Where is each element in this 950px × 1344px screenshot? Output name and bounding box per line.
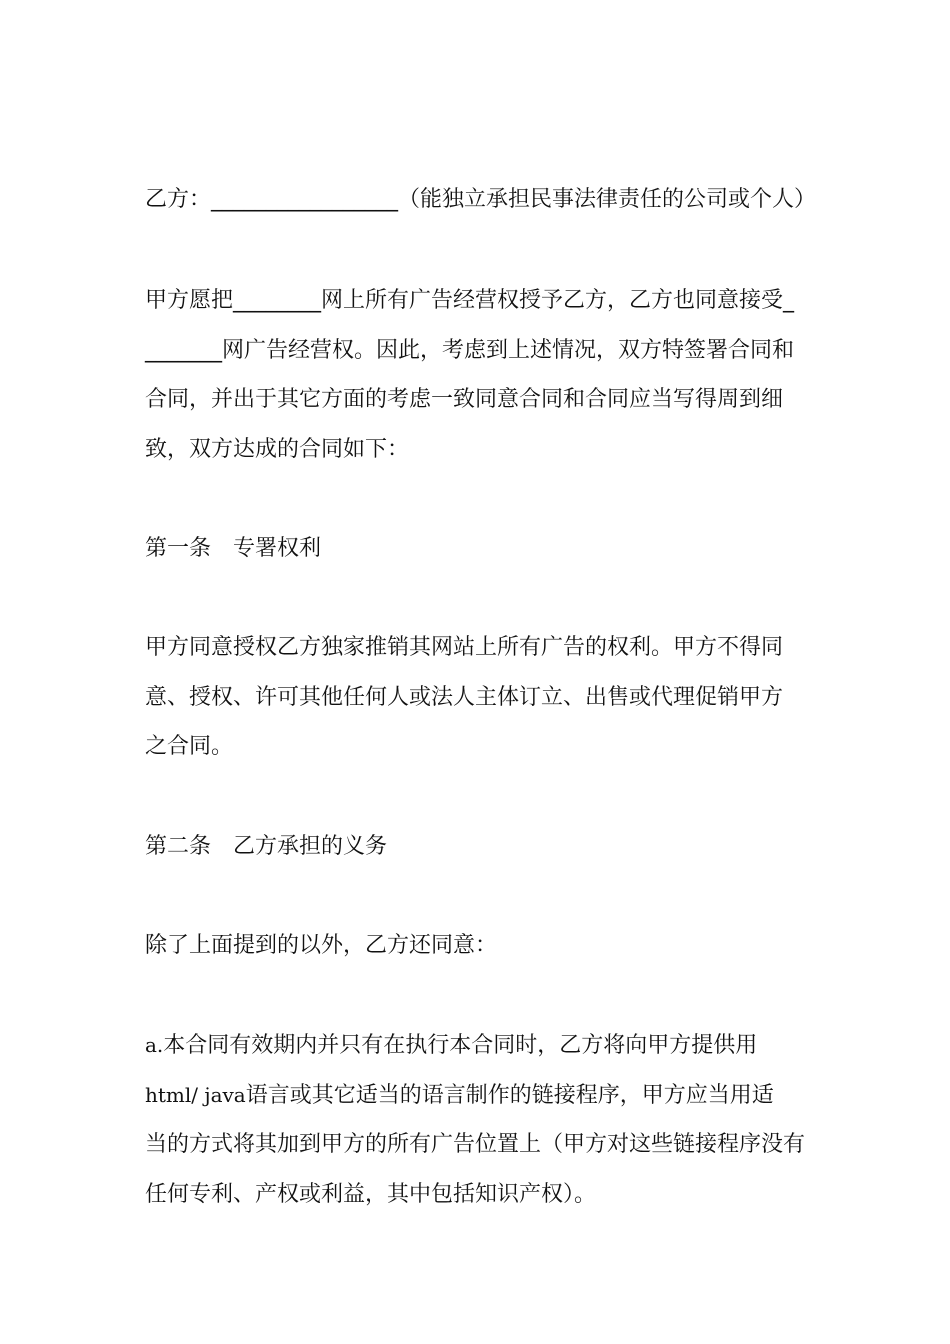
intro-paragraph <box>145 276 810 474</box>
article-1-heading <box>145 524 810 574</box>
item-a-line-2 <box>145 1071 810 1121</box>
article-2-intro-text: 除了上面提到的以外，乙方还同意： <box>145 933 498 958</box>
item-a-prefix: a. <box>145 1033 164 1057</box>
intro-line-1: 甲方愿把________网上所有广告经营权授予乙方，乙方也同意接受_ <box>145 288 795 313</box>
article-1-line-2: 意、授权、许可其他任何人或法人主体订立、出售或代理促销甲方 <box>145 684 784 710</box>
article-1-line-1: 甲方同意授权乙方独家推销其网站上所有广告的权利。甲方不得同 <box>145 635 784 660</box>
article-1-line-3: 之合同。 <box>145 734 234 759</box>
party-b-text: 乙方：_________________（能独立承担民事法律责任的公司或个人） <box>145 187 817 212</box>
intro-line-3: 合同，并出于其它方面的考虑一致同意合同和合同应当写得周到细 <box>145 387 784 412</box>
intro-line-4: 致，双方达成的合同如下： <box>145 436 410 462</box>
item-a-code: html/ java <box>145 1082 246 1107</box>
article-2-title: 第二条 乙方承担的义务 <box>145 834 388 859</box>
article-1-title: 第一条 专署权利 <box>145 536 322 561</box>
item-a-line-3: 当的方式将其加到甲方的所有广告位置上（甲方对这些链接程序没有 <box>145 1132 806 1157</box>
item-a-line-4: 任何专利、产权或利益，其中包括知识产权）。 <box>145 1181 597 1207</box>
intro-line-2: _______网广告经营权。因此，考虑到上述情况，双方特签署合同和 <box>145 337 795 363</box>
article-2-heading <box>145 822 810 872</box>
article-2-item-a <box>145 1021 810 1219</box>
article-2-intro <box>145 921 810 971</box>
party-b-line <box>145 175 817 225</box>
item-a-text-2: 语言或其它适当的语言制作的链接程序，甲方应当用适 <box>245 1082 774 1108</box>
item-a-line-1 <box>145 1021 810 1071</box>
article-1-paragraph <box>145 623 810 772</box>
item-a-text-1: 本合同有效期内并只有在执行本合同时，乙方将向甲方提供用 <box>163 1033 758 1058</box>
